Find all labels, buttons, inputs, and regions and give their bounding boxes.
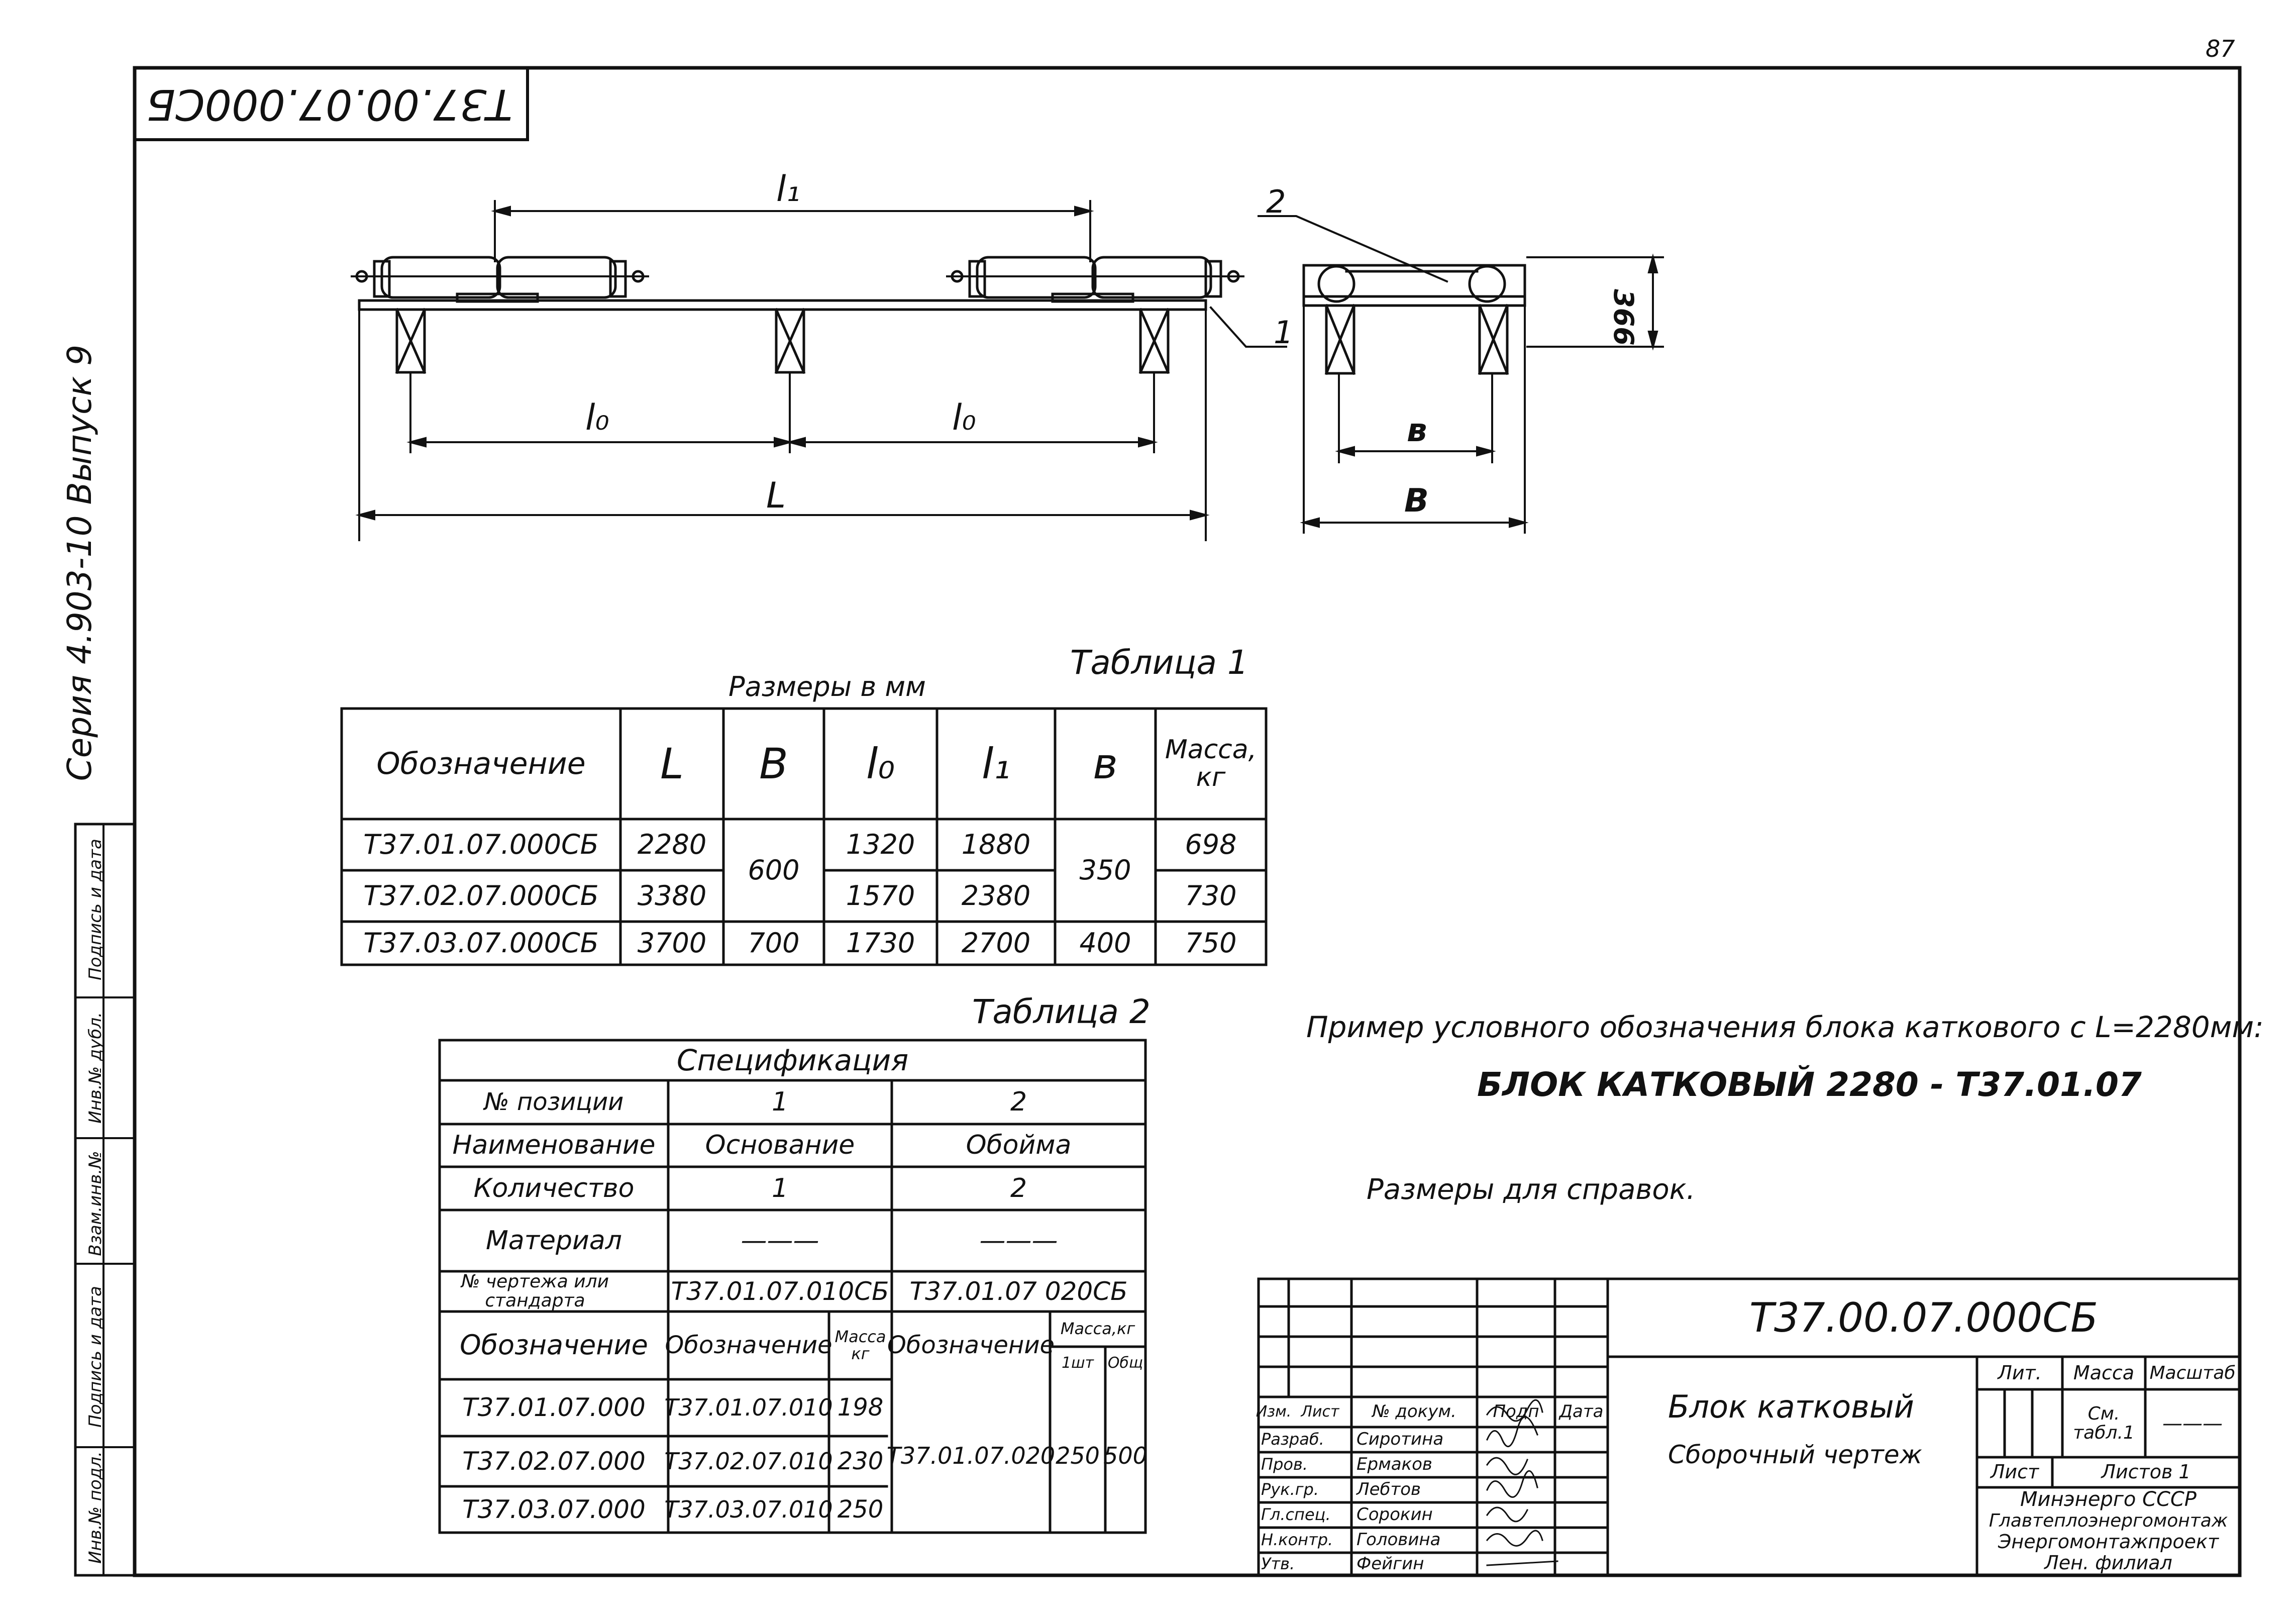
- t1-header-mass: Масса, кг: [1165, 735, 1257, 792]
- t1-header-L: L: [660, 739, 684, 788]
- t2-sub-mass-total: Масса,кг: [1060, 1319, 1135, 1339]
- t2-row3-m1: 250: [837, 1495, 884, 1524]
- dim-b: в: [1407, 412, 1427, 449]
- tb-name-5: Головина: [1356, 1530, 1441, 1550]
- t2-name-2: Обойма: [966, 1130, 1072, 1161]
- t1-row3-l1: 2700: [961, 927, 1031, 959]
- side-col-4: Инв.№ дубл.: [85, 1012, 106, 1124]
- side-col-1: Инв.№ подл.: [85, 1451, 106, 1564]
- t1-b-merged: 350: [1079, 854, 1131, 886]
- tb-h-sign: Подп: [1493, 1401, 1539, 1422]
- side-view: [1304, 265, 1525, 373]
- t1-row2-code: Т37.02.07.000СБ: [363, 879, 599, 912]
- tb-scale: Масштаб: [2149, 1362, 2236, 1383]
- position-2: 2: [1266, 183, 1286, 220]
- t1-row1-l1: 1880: [961, 828, 1031, 860]
- tb-scale-val: ———: [2162, 1411, 2223, 1435]
- dim-height: 366: [1607, 289, 1639, 346]
- t1-header-l0: l₀: [866, 739, 895, 788]
- t1-header-b: в: [1093, 739, 1118, 788]
- tb-name-4: Сорокин: [1356, 1504, 1433, 1525]
- t2-drw-label: № чертежа или стандарта: [461, 1271, 609, 1311]
- front-view: [352, 257, 1243, 372]
- tb-name-3: Лебтов: [1356, 1479, 1421, 1500]
- tb-h-doc: № докум.: [1372, 1401, 1456, 1422]
- tb-massa: Масса: [2073, 1361, 2135, 1384]
- t1-row2-l0: 1570: [846, 879, 915, 912]
- side-dimensions: [1211, 216, 1663, 533]
- t1-header-code: Обозначение: [376, 746, 586, 781]
- t2-sub-code-1: Обозначение: [665, 1331, 832, 1360]
- t2-m2-one: 250: [1056, 1442, 1100, 1470]
- reference-note: Размеры для справок.: [1367, 1173, 1696, 1206]
- t2-p2: Т37.01.07.020: [886, 1442, 1056, 1470]
- t1-row3-B: 700: [748, 927, 800, 959]
- t2-drw-2: Т37.01.07 020СБ: [909, 1276, 1128, 1306]
- side-col-2: Подпись и дата: [85, 1286, 106, 1428]
- t2-name-1: Основание: [705, 1130, 855, 1161]
- t2-name-label: Наименование: [452, 1130, 656, 1161]
- tb-role-4: Гл.спец.: [1261, 1505, 1331, 1525]
- tb-name-1: Сиротина: [1356, 1429, 1444, 1450]
- tb-role-5: Н.контр.: [1261, 1530, 1333, 1550]
- dim-l0-right: l₀: [952, 397, 976, 438]
- dim-L: L: [766, 475, 786, 516]
- t2-sub-all: Общ: [1107, 1354, 1143, 1372]
- t2-mat-label: Материал: [486, 1225, 622, 1256]
- t2-row1-m1: 198: [837, 1393, 884, 1422]
- t1-row1-mass: 698: [1185, 828, 1237, 860]
- tb-sheet: Лист: [1990, 1461, 2039, 1483]
- t2-qty-2: 2: [1010, 1173, 1027, 1203]
- t2-drw-1: Т37.01.07.010СБ: [671, 1276, 889, 1306]
- series-label: Серия 4.903-10 Выпуск 9: [60, 344, 99, 781]
- t2-mat-1: ———: [741, 1225, 819, 1256]
- example-note: Пример условного обозначения блока каткового с L=2280мм:: [1306, 1010, 2264, 1044]
- t2-sub-mass-1: Масса кг: [834, 1327, 886, 1363]
- t2-mat-2: ———: [979, 1225, 1058, 1256]
- tb-h-date: Дата: [1559, 1401, 1604, 1422]
- tb-sheets: Листов 1: [2101, 1461, 2191, 1483]
- t2-spec-header: Спецификация: [676, 1043, 909, 1077]
- t2-row2-code: Т37.02.07.000: [462, 1446, 646, 1476]
- tb-org-2: Главтеплоэнергомонтаж: [1989, 1510, 2228, 1532]
- stamp-code: Т37.00.07.000СБ: [146, 80, 512, 129]
- t1-row2-l1: 2380: [961, 879, 1031, 912]
- tb-name: Блок катковый: [1668, 1388, 1914, 1426]
- tb-lit: Лит.: [1998, 1361, 2042, 1384]
- t2-row3-code: Т37.03.07.000: [462, 1494, 646, 1524]
- tb-org-4: Лен. филиал: [2044, 1552, 2172, 1574]
- tb-role-6: Утв.: [1261, 1554, 1295, 1573]
- tb-role-2: Пров.: [1261, 1455, 1308, 1474]
- t1-row1-code: Т37.01.07.000СБ: [363, 828, 599, 860]
- t2-qty-label: Количество: [473, 1173, 635, 1203]
- t1-row3-L: 3700: [637, 927, 707, 959]
- table2-title: Таблица 2: [972, 992, 1151, 1031]
- tb-org-3: Энергомонтажпроект: [1998, 1531, 2219, 1553]
- dim-B: В: [1404, 482, 1429, 520]
- t2-row2-p1: Т37.02.07.010: [664, 1447, 833, 1475]
- t1-row1-l0: 1320: [846, 828, 915, 860]
- tb-code: Т37.00.07.000СБ: [1749, 1294, 2098, 1341]
- t2-row1-code: Т37.01.07.000: [462, 1393, 646, 1423]
- t2-sub-code-2: Обозначение: [887, 1331, 1055, 1360]
- t2-pos-1: 1: [771, 1087, 789, 1118]
- t1-row2-L: 3380: [637, 879, 707, 912]
- t1-row2-mass: 730: [1185, 879, 1237, 912]
- position-1: 1: [1274, 314, 1294, 351]
- tb-role-1: Разраб.: [1261, 1430, 1324, 1449]
- t2-qty-1: 1: [771, 1173, 789, 1203]
- t2-code-label: Обозначение: [460, 1329, 648, 1361]
- tb-type: Сборочный чертеж: [1668, 1440, 1922, 1469]
- tb-mass-val: См. табл.1: [2073, 1403, 2135, 1443]
- t1-row3-l0: 1730: [846, 927, 915, 959]
- t2-pos-2: 2: [1010, 1087, 1027, 1118]
- t2-row3-p1: Т37.03.07.010: [664, 1495, 833, 1523]
- t2-row2-m1: 230: [837, 1447, 884, 1475]
- tb-name-2: Ермаков: [1356, 1454, 1432, 1475]
- t1-row3-code: Т37.03.07.000СБ: [363, 927, 599, 959]
- t1-row3-mass: 750: [1185, 927, 1237, 959]
- t1-row1-L: 2280: [637, 828, 707, 860]
- t2-pos-label: № позиции: [484, 1088, 624, 1117]
- dim-l0-left: l₀: [585, 397, 609, 438]
- tb-h-izm: Изм.: [1256, 1403, 1292, 1421]
- t2-row1-p1: Т37.01.07.010: [664, 1394, 833, 1422]
- side-col-5: Подпись и дата: [85, 839, 106, 980]
- side-col-3: Взам.инв.№: [85, 1151, 106, 1256]
- table1-caption: Размеры в мм: [728, 671, 926, 702]
- tb-role-3: Рук.гр.: [1261, 1480, 1319, 1499]
- page-number: 87: [2206, 35, 2235, 62]
- t1-header-l1: l₁: [981, 739, 1010, 788]
- t1-header-B: B: [759, 739, 788, 788]
- tb-h-list: Лист: [1301, 1403, 1339, 1421]
- table1-title: Таблица 1: [1070, 643, 1248, 682]
- t1-B-merged: 600: [748, 854, 800, 886]
- t2-sub-one: 1шт: [1061, 1354, 1094, 1372]
- tb-org-1: Минэнерго СССР: [2020, 1488, 2197, 1511]
- example-designation: БЛОК КАТКОВЫЙ 2280 - Т37.01.07: [1477, 1065, 2142, 1104]
- dim-l1: l₁: [776, 168, 800, 210]
- t2-m2-all: 500: [1103, 1442, 1147, 1470]
- t1-row3-b: 400: [1079, 927, 1131, 959]
- tb-name-6: Фейгин: [1356, 1553, 1424, 1574]
